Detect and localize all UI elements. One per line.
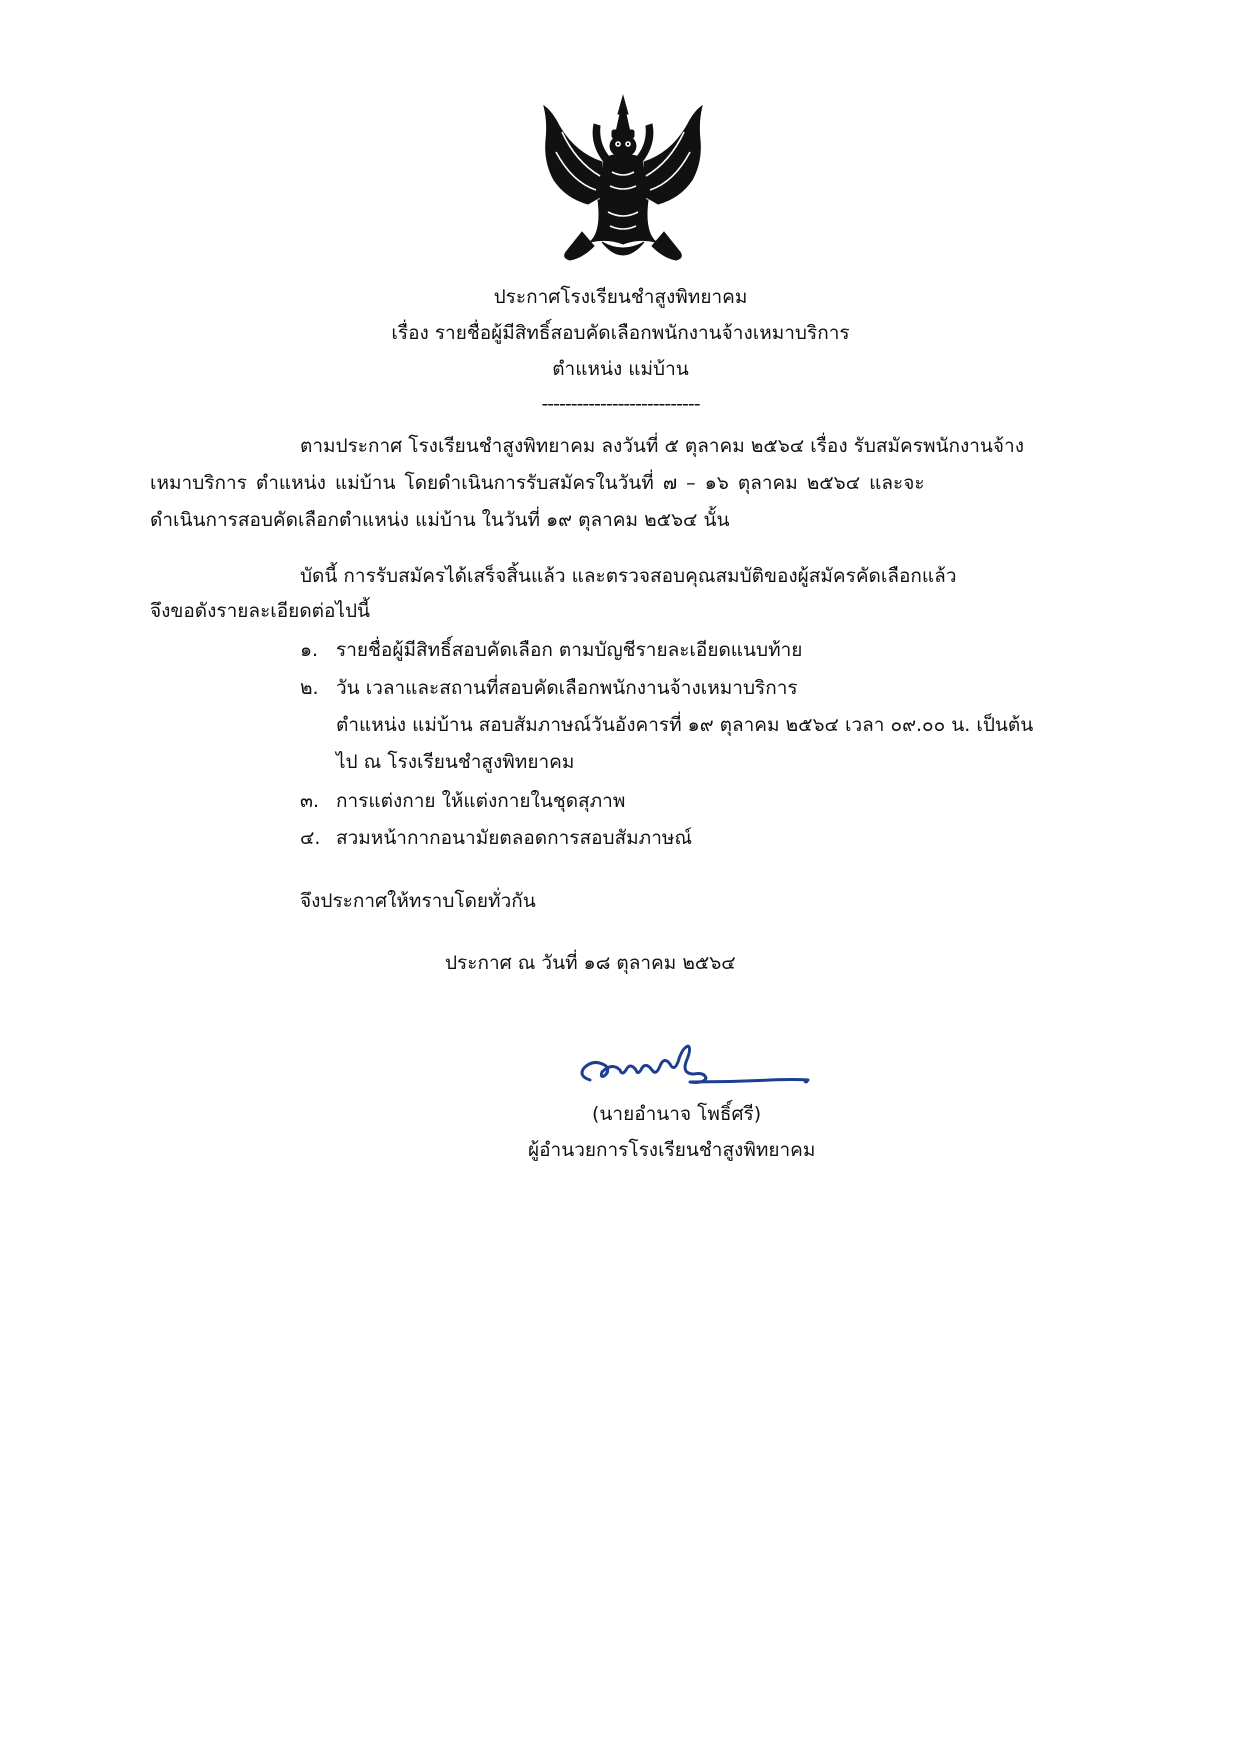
paragraph-line: ดำเนินการสอบคัดเลือกตำแหน่ง แม่บ้าน ในวันที่ ๑๙ ตุลาคม ๒๕๖๔ นั้น: [150, 509, 730, 531]
handwritten-signature-icon: [570, 1036, 820, 1094]
list-item-text: ไป ณ โรงเรียนชำสูงพิทยาคม: [336, 751, 575, 773]
list-item-text: การแต่งกาย ให้แต่งกายในชุดสุภาพ: [336, 790, 626, 812]
announcement-position: ตำแหน่ง แม่บ้าน: [552, 358, 689, 380]
garuda-emblem-icon: [542, 92, 704, 268]
announcement-subject: เรื่อง รายชื่อผู้มีสิทธิ์สอบคัดเลือกพนักงานจ้างเหมาบริการ: [391, 322, 850, 344]
list-item-number: ๒.: [300, 677, 319, 699]
announcement-title: ประกาศโรงเรียนชำสูงพิทยาคม: [493, 286, 748, 308]
list-item-text: ตำแหน่ง แม่บ้าน สอบสัมภาษณ์วันอังคารที่ ๑๙ ตุลาคม ๒๕๖๔ เวลา ๐๙.๐๐ น. เป็นต้น: [336, 714, 1034, 736]
header-divider: ---------------------------: [541, 393, 700, 415]
paragraph-line: เหมาบริการ ตำแหน่ง แม่บ้าน โดยดำเนินการรับสมัครในวันที่ ๗ – ๑๖ ตุลาคม ๒๕๖๔ และจะ: [150, 472, 925, 494]
paragraph-line: บัดนี้ การรับสมัครได้เสร็จสิ้นแล้ว และตรวจสอบคุณสมบัติของผู้สมัครคัดเลือกแล้ว: [300, 565, 957, 587]
list-item-number: ๓.: [300, 790, 320, 812]
closing-text: จึงประกาศให้ทราบโดยทั่วกัน: [300, 890, 536, 912]
list-item-text: สวมหน้ากากอนามัยตลอดการสอบสัมภาษณ์: [336, 827, 693, 849]
list-item-number: ๔.: [300, 827, 321, 849]
list-item-number: ๑.: [300, 639, 319, 661]
paragraph-line: จึงขอดังรายละเอียดต่อไปนี้: [150, 600, 371, 622]
announcement-date: ประกาศ ณ วันที่ ๑๘ ตุลาคม ๒๕๖๔: [445, 952, 736, 974]
list-item-text: วัน เวลาและสถานที่สอบคัดเลือกพนักงานจ้างเหมาบริการ: [336, 677, 798, 699]
paragraph-line: ตามประกาศ โรงเรียนชำสูงพิทยาคม ลงวันที่ ๕ ตุลาคม ๒๕๖๔ เรื่อง รับสมัครพนักงานจ้าง: [300, 435, 1024, 457]
signatory-title: ผู้อำนวยการโรงเรียนชำสูงพิทยาคม: [528, 1139, 816, 1161]
list-item-text: รายชื่อผู้มีสิทธิ์สอบคัดเลือก ตามบัญชีรายละเอียดแนบท้าย: [336, 639, 803, 661]
signatory-name: (นายอำนาจ โพธิ์ศรี): [592, 1103, 762, 1125]
